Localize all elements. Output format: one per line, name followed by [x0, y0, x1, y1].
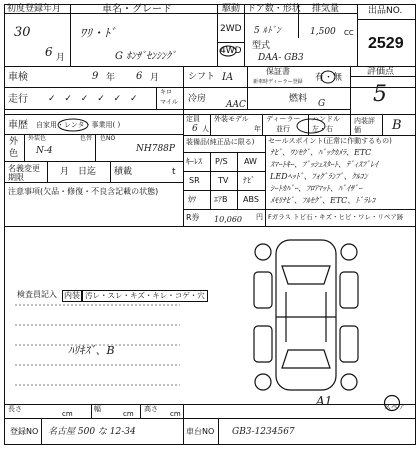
capacity-label: 定員	[186, 115, 200, 123]
sales-point-line: ﾒﾓﾘﾅﾋﾞ、ﾌﾙｾｸﾞ、ETC、ﾄﾞﾗﾚｺ	[270, 196, 376, 205]
width-unit: cm	[123, 410, 134, 418]
inspection-year: 9	[92, 71, 99, 82]
model-change-unit: 年	[254, 125, 261, 133]
equipment-item-8: ABS	[243, 195, 259, 204]
equipment-item-0: ｷｰﾚｽ	[186, 157, 202, 166]
sales-point-line: ﾅﾋﾞ、ﾜﾝｾｸﾞ、ﾊﾞｯｸｶﾒﾗ、ETC	[270, 148, 372, 157]
equipment-item-7: ｴｱB	[214, 195, 228, 204]
shift-label: シフト	[188, 72, 216, 82]
handle-label: ハンドル	[312, 115, 340, 123]
handle-value: 左・右	[312, 125, 333, 133]
warranty-sub: 新車時ディーラー登録	[253, 79, 303, 85]
chassis-no-value: GB3-1234567	[232, 427, 295, 437]
height-label: 高さ	[144, 405, 158, 413]
height-unit: cm	[170, 410, 181, 418]
door-value: 5 ﾙﾄﾞﾝ	[254, 26, 281, 36]
equipment-item-3: SR	[189, 176, 200, 185]
inspection-year-unit: 年	[106, 73, 116, 83]
interior-label: 内装評価	[354, 117, 375, 134]
first-reg-label: 初度登録年月	[7, 4, 62, 14]
exterior-color-value: N-4	[36, 146, 53, 156]
equipment-item-5: ﾅﾋﾞ	[243, 176, 255, 185]
drive-label: 駆動	[222, 4, 241, 14]
history-label: 車歴	[8, 120, 28, 131]
vehicle-damage-diagram	[246, 232, 366, 402]
dealer-value: 並行	[276, 125, 290, 133]
r-ticket-label: R券	[186, 213, 200, 222]
sales-point-line: ｼｰﾄｶﾊﾞｰ、ﾌﾛｱﾏｯﾄ、ﾊﾞｲｻﾞｰ	[270, 184, 362, 193]
drive-4wd: 4WD	[220, 46, 242, 56]
first-reg-year: 30	[14, 25, 31, 40]
warranty-value: 有・無	[315, 73, 343, 83]
equipment-item-1: P/S	[215, 157, 228, 166]
first-reg-month-unit: 月	[56, 53, 66, 63]
door-label: ドア数・形状	[247, 4, 301, 14]
f-glass-label: Fガラス トビ石・キズ・ヒビ・ワレ・リペア跡	[268, 213, 404, 221]
name-change-date: 日迄	[78, 167, 97, 177]
lot-number: 2529	[368, 35, 404, 52]
drive-2wd: 2WD	[220, 24, 242, 34]
warranty-label: 保証書	[266, 67, 290, 76]
notes-label: 注意事項(欠品・修復・不良含記載の状態)	[8, 187, 159, 196]
inspector-options: 汚レ・スレ・キズ・キレ・コゲ・穴	[82, 290, 208, 302]
equipment-item-2: AW	[244, 157, 257, 166]
inspector-note: ﾊﾘｷｽﾞ、B	[68, 344, 115, 357]
cc-label: 排気量	[312, 4, 340, 14]
capacity-unit: 人	[202, 125, 209, 133]
equipment-item-4: TV	[218, 176, 229, 185]
reg-no-label: 登録NO	[10, 427, 39, 436]
color-no-value: NH788P	[136, 144, 175, 154]
dealer-label: ディーラー	[266, 115, 301, 123]
mileage-label: 走行	[8, 94, 28, 105]
sales-point-line: LEDﾍｯﾄﾞ、ﾌｫｸﾞﾗﾝﾌﾟ、ｸﾙｺﾝ	[270, 172, 368, 181]
equipment-item-6: ｶﾜ	[188, 195, 196, 204]
score-label: 評価点	[367, 67, 395, 77]
r-ticket-unit: 円	[256, 213, 263, 221]
inspection-month-unit: 月	[150, 73, 160, 83]
cc-value: 1,500	[310, 27, 336, 37]
color-change-label: 色替	[80, 135, 93, 142]
grade-value: G ﾎﾝｻﾞｾﾝｼﾝｸﾞ	[115, 51, 177, 62]
car-name-value: ﾜﾘ・ﾄﾞ	[80, 26, 117, 40]
model-value: DAA- GB3	[258, 53, 304, 63]
spare-label: スペア	[384, 403, 405, 411]
inspector-interior-tag: 内装	[64, 291, 80, 300]
car-name-label: 車名・グレード	[102, 4, 172, 15]
fuel-label: 燃料	[289, 94, 308, 104]
capacity-value: 6	[192, 124, 198, 134]
inspector-label: 検査員記入	[17, 290, 57, 299]
history-options: 自家用・レンタ・事業用( )	[36, 121, 121, 129]
length-unit: cm	[62, 410, 73, 418]
first-reg-month: 6	[45, 45, 53, 59]
name-change-month: 月	[60, 167, 70, 177]
name-change-label: 名義変更期限	[8, 164, 40, 182]
lot-label: 出品NO.	[368, 6, 403, 16]
diagram-grade-mark: A1	[316, 394, 333, 408]
ac-value: AAC	[226, 100, 246, 110]
score-value: 5	[373, 82, 387, 107]
km-label: キロ	[160, 89, 173, 96]
width-label: 幅	[94, 405, 101, 413]
interior-prefix: 色	[9, 149, 19, 159]
shift-value: IA	[222, 72, 234, 83]
fuel-value: G	[318, 99, 326, 109]
inspection-month: 6	[136, 71, 143, 82]
inspection-label: 車検	[8, 72, 28, 83]
reg-no-value: 名古屋 500 な 12-34	[48, 427, 136, 437]
mile-label: マイル	[160, 99, 178, 106]
load-unit: t	[172, 167, 176, 177]
r-ticket-value: 10,060	[214, 215, 242, 224]
ac-label: 冷房	[188, 94, 207, 104]
color-no-label: 色NO	[100, 135, 116, 142]
model-change-label: 外装モデル	[214, 115, 249, 123]
sales-point-line: ｽﾏｰﾄｷｰ、ﾌﾟｯｼｭｽﾀｰﾄ、ﾃﾞｨｽﾌﾟﾚｲ	[270, 160, 378, 169]
model-label: 型式	[252, 41, 271, 51]
equipment-title: 装備品(純正品に限る)	[186, 138, 255, 146]
cc-unit: CC	[344, 29, 354, 37]
mileage-value: ✓ ✓ ✓ ✓ ✓ ✓	[48, 94, 141, 104]
exterior-color-label: 外装色	[28, 135, 47, 142]
length-label: 長さ	[8, 405, 22, 413]
exterior-prefix: 外	[9, 137, 19, 147]
load-label: 積載	[114, 167, 133, 177]
chassis-no-label: 車台NO	[186, 427, 215, 436]
interior-value: B	[392, 118, 402, 133]
sales-points-title: セールスポイント(正常に作動するもの)	[268, 137, 392, 145]
